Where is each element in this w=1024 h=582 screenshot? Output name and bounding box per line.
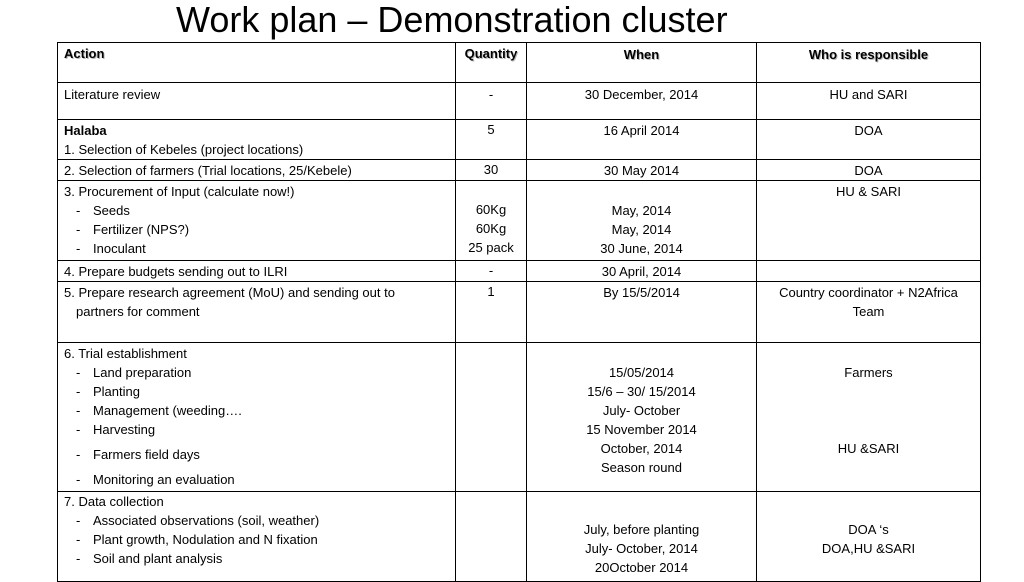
cell-when: 30 April, 2014 <box>527 261 757 282</box>
list-item: - Land preparation <box>76 365 192 380</box>
cell-when: 30 May 2014 <box>527 160 757 181</box>
page-title: Work plan – Demonstration cluster <box>176 0 728 40</box>
header-when: When <box>527 43 757 83</box>
cell-who: DOA <box>757 160 981 181</box>
cell-when: July, before planting July- October, 2014 20October 2014 <box>527 492 757 582</box>
cell-who: Farmers HU &SARI <box>757 343 981 492</box>
list-item: - Fertilizer (NPS?) <box>76 222 190 237</box>
cell-action: 3. Procurement of Input (calculate now!) - Seeds - Fertilizer (NPS?) - Inoculant <box>58 181 456 261</box>
table-row <box>58 160 981 181</box>
header-who: Who is responsible <box>757 43 981 83</box>
cell-quantity: 5 <box>456 120 527 160</box>
cell-action: 2. Selection of farmers (Trial locations, 25/Kebele) <box>58 160 456 181</box>
table-header-row <box>58 43 981 83</box>
cell-when: 30 December, 2014 <box>527 83 757 120</box>
cell-when: 15/05/2014 15/6 – 30/ 15/2014 July- October 15 November 2014 October, 2014 Season round <box>527 343 757 492</box>
cell-quantity: 60Kg 60Kg 25 pack <box>456 181 527 261</box>
table-row <box>58 492 981 582</box>
table-row <box>58 343 981 492</box>
table-row <box>58 181 981 261</box>
table-row <box>58 83 981 120</box>
list-item: - Monitoring an evaluation <box>76 472 235 487</box>
list-item: - Plant growth, Nodulation and N fixation <box>76 532 318 547</box>
cell-quantity: - <box>456 261 527 282</box>
table-row <box>58 282 981 343</box>
cell-who: HU & SARI <box>757 181 981 261</box>
cell-who: DOA <box>757 120 981 160</box>
cell-when: May, 2014 May, 2014 30 June, 2014 <box>527 181 757 261</box>
list-item: - Farmers field days <box>76 447 200 462</box>
cell-action: 7. Data collection - Associated observations (soil, weather) - Plant growth, Nodulation and N fixation - Soil and plant analysis <box>58 492 456 582</box>
list-item: - Inoculant <box>76 241 146 256</box>
cell-action: 5. Prepare research agreement (MoU) and sending out to partners for comment <box>58 282 456 343</box>
cell-who <box>757 261 981 282</box>
list-item: - Planting <box>76 384 140 399</box>
cell-quantity: - <box>456 83 527 120</box>
cell-action: Literature review <box>58 83 456 120</box>
table-row <box>58 261 981 282</box>
list-item: - Management (weeding…. <box>76 403 242 418</box>
cell-action: Halaba 1. Selection of Kebeles (project locations) <box>58 120 456 160</box>
list-item: - Associated observations (soil, weather) <box>76 513 320 528</box>
cell-action: 4. Prepare budgets sending out to ILRI <box>58 261 456 282</box>
cell-quantity: 1 <box>456 282 527 343</box>
list-item: - Soil and plant analysis <box>76 551 223 566</box>
list-item: - Seeds <box>76 203 130 218</box>
cell-when: By 15/5/2014 <box>527 282 757 343</box>
cell-who: HU and SARI <box>757 83 981 120</box>
header-action: Action <box>58 43 456 83</box>
work-plan-table <box>57 42 981 582</box>
header-quantity: Quantity <box>456 43 527 83</box>
cell-who: Country coordinator + N2Africa Team <box>757 282 981 343</box>
cell-when: 16 April 2014 <box>527 120 757 160</box>
table-row <box>58 120 981 160</box>
list-item: - Harvesting <box>76 422 156 437</box>
cell-who: DOA ‘s DOA,HU &SARI <box>757 492 981 582</box>
cell-action: 6. Trial establishment - Land preparation - Planting - Management (weeding…. - Harvesting - Farmers field days - Monitoring an evaluation <box>58 343 456 492</box>
cell-quantity <box>456 343 527 492</box>
cell-quantity <box>456 492 527 582</box>
cell-quantity: 30 <box>456 160 527 181</box>
